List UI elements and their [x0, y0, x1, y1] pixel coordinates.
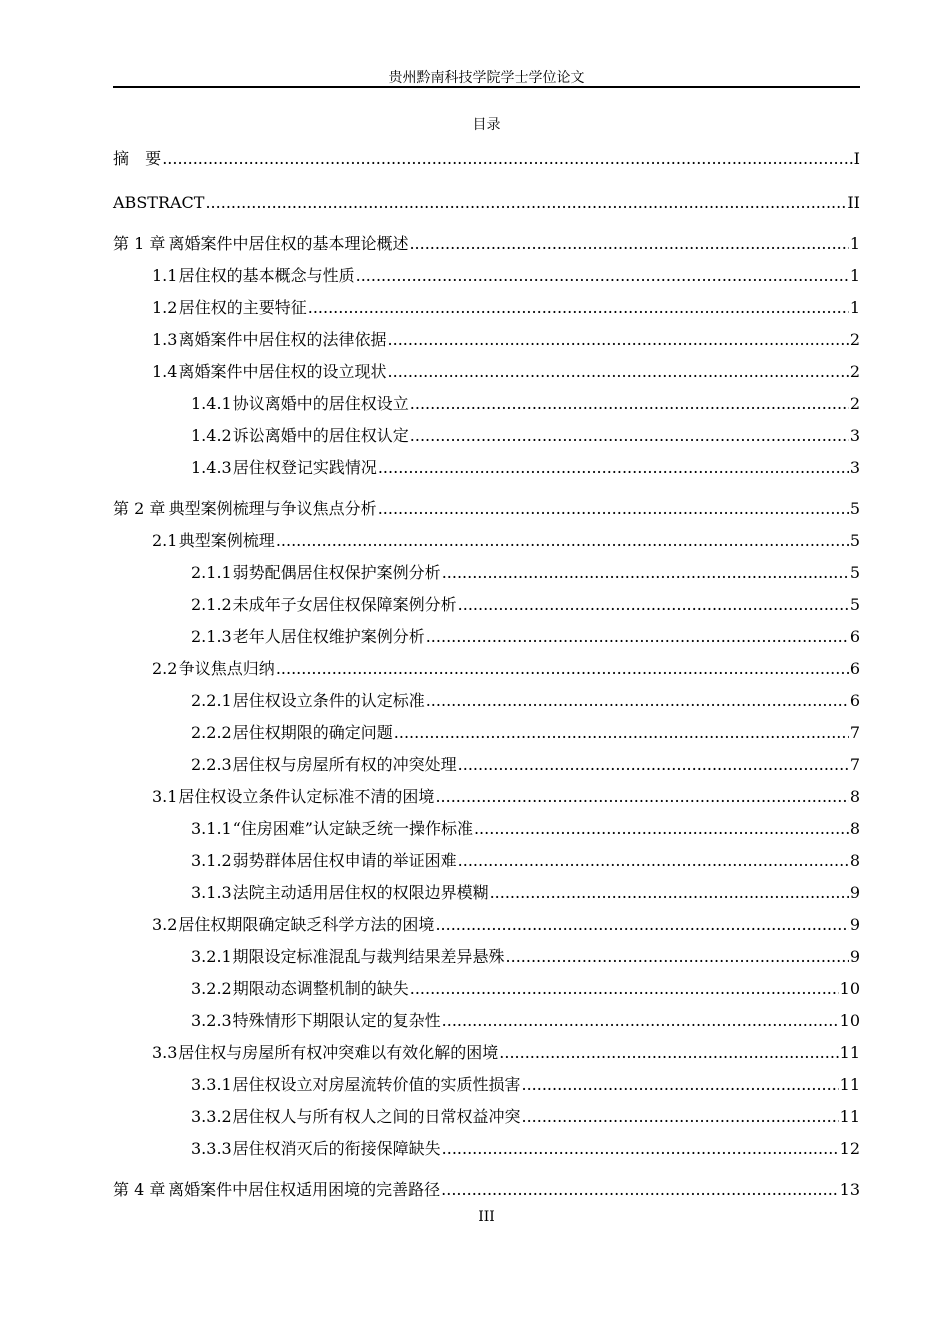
dot-leader [378, 456, 849, 480]
toc-entry-page: 1 [849, 266, 860, 285]
toc-entry-page: 8 [849, 787, 860, 806]
toc-entry-label: 弱势群体居住权申请的举证困难 [232, 851, 457, 870]
toc-entry-label: 居住权期限确定缺乏科学方法的困境 [178, 915, 435, 934]
toc-entry-number: 第 2 章 [113, 499, 166, 518]
toc-entry-label: 老年人居住权维护案例分析 [232, 627, 425, 646]
toc-entry-page: 7 [849, 723, 860, 742]
dot-leader [435, 785, 848, 809]
toc-entry-label: 离婚案件中居住权适用困境的完善路径 [168, 1180, 441, 1199]
toc-entry-section[interactable] [152, 657, 860, 681]
dot-leader [442, 1137, 839, 1161]
toc-entry-page: 10 [839, 979, 860, 998]
toc-entry-subsection[interactable] [191, 753, 860, 777]
toc-entry-page: 6 [849, 691, 860, 710]
toc-entry-number: 2.2.2 [191, 723, 232, 742]
toc-entry-label: 典型案例梳理 [178, 531, 275, 550]
toc-entry-label: 居住权的基本概念与性质 [178, 266, 355, 285]
toc-entry-number: 2.1.2 [191, 595, 232, 614]
toc-entry-page: 9 [849, 883, 860, 902]
toc-entry-subsection[interactable] [191, 881, 860, 905]
toc-entry-number: 1.4 [152, 362, 178, 381]
toc-entry-subsection[interactable] [191, 593, 860, 617]
toc-entry-subsection[interactable] [191, 424, 860, 448]
dot-leader [409, 232, 848, 256]
toc-entry-number: 3.2.3 [191, 1011, 232, 1030]
toc-entry-abstract-cn[interactable] [113, 147, 860, 171]
toc-entry-label: 居住权消灭后的衔接保障缺失 [232, 1139, 441, 1158]
toc-entry-label: 诉讼离婚中的居住权认定 [232, 426, 409, 445]
dot-leader [276, 657, 849, 681]
toc-entry-number: 3.3.1 [191, 1075, 232, 1094]
toc-entry-page: 9 [849, 915, 860, 934]
toc-entry-page: 6 [849, 627, 860, 646]
dot-leader [410, 392, 849, 416]
toc-entry-number: 3.2.2 [191, 979, 232, 998]
toc-entry-number: 3.3.2 [191, 1107, 232, 1126]
toc-entry-subsection[interactable] [191, 1137, 860, 1161]
toc-entry-label: ABSTRACT [113, 193, 205, 212]
toc-entry-subsection[interactable] [191, 977, 860, 1001]
toc-entry-number: 3.2.1 [191, 947, 232, 966]
dot-leader [435, 913, 848, 937]
toc-entry-label: 弱势配偶居住权保护案例分析 [232, 563, 441, 582]
page-number: III [478, 1209, 495, 1225]
dot-leader [499, 1041, 838, 1065]
toc-entry-label: 离婚案件中居住权的基本理论概述 [168, 234, 409, 253]
dot-leader [205, 191, 846, 215]
dot-leader [442, 561, 849, 585]
toc-entry-section[interactable] [152, 529, 860, 553]
toc-entry-page: 5 [849, 499, 860, 518]
toc-entry-label: “住房困难”认定缺乏统一操作标准 [232, 819, 473, 838]
toc-entry-section[interactable] [152, 785, 860, 809]
toc-entry-label: 期限动态调整机制的缺失 [232, 979, 409, 998]
toc-entry-page: 9 [849, 947, 860, 966]
toc-entry-number: 3.1 [152, 787, 178, 806]
toc-entry-label: 居住权设立对房屋流转价值的实质性损害 [232, 1075, 521, 1094]
dot-leader [378, 497, 849, 521]
toc-entry-subsection[interactable] [191, 945, 860, 969]
toc-entry-number: 第 4 章 [113, 1180, 166, 1199]
toc-entry-number: 2.1.3 [191, 627, 232, 646]
toc-entry-number: 3.3.3 [191, 1139, 232, 1158]
toc-entry-subsection[interactable] [191, 392, 860, 416]
toc-entry-page: 11 [839, 1107, 860, 1126]
toc-entry-number: 1.4.2 [191, 426, 232, 445]
toc-entry-subsection[interactable] [191, 561, 860, 585]
dot-leader [458, 753, 849, 777]
toc-entry-label: 典型案例梳理与争议焦点分析 [168, 499, 377, 518]
dot-leader [506, 945, 849, 969]
toc-entry-number: 1.2 [152, 298, 178, 317]
toc-entry-page: 1 [849, 298, 860, 317]
toc-entry-chapter-4[interactable] [113, 1178, 860, 1202]
toc-entry-page: 6 [849, 659, 860, 678]
dot-leader [388, 360, 849, 384]
toc-entry-page: 3 [849, 458, 860, 477]
toc-entry-subsection[interactable] [191, 456, 860, 480]
dot-leader [410, 977, 839, 1001]
toc-entry-page: 11 [839, 1075, 860, 1094]
toc-entry-label: 争议焦点归纳 [178, 659, 275, 678]
toc-entry-abstract-en[interactable] [113, 191, 860, 215]
toc-entry-section[interactable] [152, 913, 860, 937]
toc-title: 目录 [472, 117, 501, 133]
toc-entry-subsection[interactable] [191, 817, 860, 841]
toc-entry-number: 3.2 [152, 915, 178, 934]
toc-entry-page: I [853, 149, 860, 168]
dot-leader [356, 264, 849, 288]
toc-entry-label: 居住权期限的确定问题 [232, 723, 393, 742]
dot-leader [426, 625, 849, 649]
toc-entry-label: 期限设定标准混乱与裁判结果差异悬殊 [232, 947, 505, 966]
toc-entry-page: II [847, 193, 860, 212]
toc-entry-page: 8 [849, 819, 860, 838]
dot-leader [458, 849, 849, 873]
toc-entry-page: 5 [849, 595, 860, 614]
toc-entry-number: 2.2 [152, 659, 178, 678]
toc-entry-label: 离婚案件中居住权的设立现状 [178, 362, 387, 381]
toc-entry-number: 1.4.1 [191, 394, 232, 413]
toc-entry-chapter-2[interactable] [113, 497, 860, 521]
toc-entry-section[interactable] [152, 328, 860, 352]
dot-leader [521, 1105, 838, 1129]
toc-entry-subsection[interactable] [191, 625, 860, 649]
toc-entry-page: 2 [849, 394, 860, 413]
toc-entry-subsection[interactable] [191, 1105, 860, 1129]
toc-entry-number: 2.1 [152, 531, 178, 550]
toc-entry-label: 居住权人与所有权人之间的日常权益冲突 [232, 1107, 521, 1126]
toc-entry-page: 12 [839, 1139, 860, 1158]
dot-leader [490, 881, 849, 905]
toc-entry-label: 离婚案件中居住权的法律依据 [178, 330, 387, 349]
toc-entry-label: 摘 [113, 149, 130, 168]
toc-entry-label: 居住权的主要特征 [178, 298, 307, 317]
toc-entry-subsection[interactable] [191, 1073, 860, 1097]
toc-entry-label: 居住权与房屋所有权的冲突处理 [232, 755, 457, 774]
dot-leader [458, 593, 849, 617]
toc-entry-number: 1.3 [152, 330, 178, 349]
dot-leader [426, 689, 849, 713]
toc-entry-number: 3.1.1 [191, 819, 232, 838]
toc-entry-number: 第 1 章 [113, 234, 166, 253]
toc-entry-number: 1.1 [152, 266, 178, 285]
toc-entry-page: 10 [839, 1011, 860, 1030]
toc-entry-number: 1.4.3 [191, 458, 232, 477]
toc-entry-number: 3.1.3 [191, 883, 232, 902]
toc-entry-page: 2 [849, 362, 860, 381]
toc-entry-page: 1 [849, 234, 860, 253]
toc-entry-subsection[interactable] [191, 721, 860, 745]
dot-leader [521, 1073, 838, 1097]
toc-entry-number: 2.1.1 [191, 563, 232, 582]
toc-entry-section[interactable] [152, 264, 860, 288]
toc-entry-page: 2 [849, 330, 860, 349]
toc-entry-section[interactable] [152, 360, 860, 384]
dot-leader [276, 529, 849, 553]
dot-leader [394, 721, 849, 745]
dot-leader [474, 817, 849, 841]
toc-entry-number: 2.2.1 [191, 691, 232, 710]
toc-entry-label: 居住权设立条件的认定标准 [232, 691, 425, 710]
toc-entry-label: 法院主动适用居住权的权限边界模糊 [232, 883, 489, 902]
dot-leader [442, 1009, 839, 1033]
toc-entry-label: 居住权设立条件认定标准不清的困境 [178, 787, 435, 806]
dot-leader [441, 1178, 838, 1202]
toc-entry-subsection[interactable] [191, 1009, 860, 1033]
toc-entry-section[interactable] [152, 296, 860, 320]
toc-entry-subsection[interactable] [191, 849, 860, 873]
toc-entry-number: 2.2.3 [191, 755, 232, 774]
toc-entry-chapter-1[interactable] [113, 232, 860, 256]
dot-leader [308, 296, 849, 320]
dot-leader [162, 147, 852, 171]
toc-entry-label: 居住权登记实践情况 [232, 458, 377, 477]
toc-entry-page: 5 [849, 531, 860, 550]
toc-entry-page: 7 [849, 755, 860, 774]
toc-entry-page: 11 [839, 1043, 860, 1062]
toc-entry-label: 未成年子女居住权保障案例分析 [232, 595, 457, 614]
toc-entry-label: 特殊情形下期限认定的复杂性 [232, 1011, 441, 1030]
toc-entry-label: 要 [145, 149, 162, 168]
toc-entry-subsection[interactable] [191, 689, 860, 713]
dot-leader [388, 328, 849, 352]
dot-leader [410, 424, 849, 448]
toc-entry-label: 协议离婚中的居住权设立 [232, 394, 409, 413]
toc-entry-page: 13 [839, 1180, 860, 1199]
toc-entry-number: 3.3 [152, 1043, 178, 1062]
toc-entry-page: 5 [849, 563, 860, 582]
toc-entry-page: 8 [849, 851, 860, 870]
toc-entry-section[interactable] [152, 1041, 860, 1065]
running-header-title: 贵州黔南科技学院学士学位论文 [388, 70, 585, 86]
toc-entry-page: 3 [849, 426, 860, 445]
toc-entry-label: 居住权与房屋所有权冲突难以有效化解的困境 [178, 1043, 499, 1062]
toc-entry-number: 3.1.2 [191, 851, 232, 870]
